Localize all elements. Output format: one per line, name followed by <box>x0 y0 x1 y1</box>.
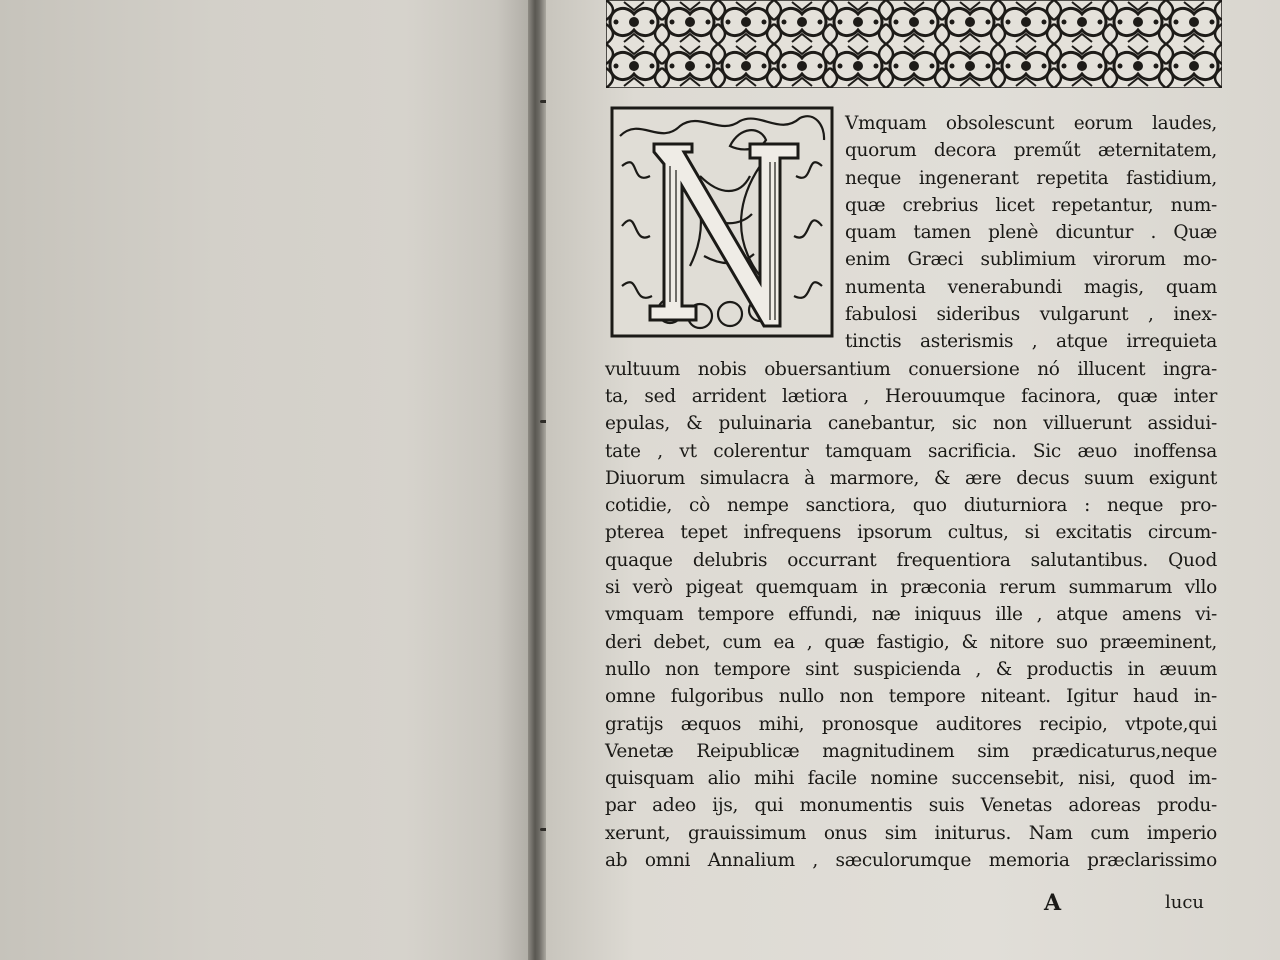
text-line: ta, sed arrident lætiora , Herouumque facinora, quæ inter <box>605 385 1217 407</box>
text-line: par adeo ijs, qui monumentis suis Venetas adoreas produ- <box>605 795 1217 817</box>
text-line: cotidie, cò nempe sanctiora, quo diuturniora : neque pro- <box>605 495 1217 517</box>
text-line: omne fulgoribus nullo non tempore niteant. Igitur haud in- <box>605 686 1217 708</box>
catchword: lucu <box>1164 892 1204 913</box>
text-line: epulas, & puluinaria canebantur, sic non villuerunt assidui- <box>605 413 1217 435</box>
text-line: quæ crebrius licet repetantur, num- <box>845 194 1217 216</box>
text-line: vmquam tempore effundi, næ iniquus ille , atque amens vi- <box>605 604 1217 626</box>
text-line: quisquam alio mihi facile nomine succensebit, nisi, quod im- <box>605 768 1217 790</box>
page-footer <box>1040 890 1210 920</box>
text-line: Vmquam obsolescunt eorum laudes, <box>845 113 1217 134</box>
floral-headpiece-icon <box>606 0 1222 88</box>
signature-mark: A <box>1044 890 1062 916</box>
text-line: gratijs æquos mihi, pronosque auditores recipio, vtpote,qui <box>605 713 1217 735</box>
text-line: vultuum nobis obuersantium conuersione nó illucent ingra- <box>605 358 1217 380</box>
text-line: xerunt, grauissimum onus sim initurus. Nam cum imperio <box>605 822 1217 844</box>
text-line: pterea tepet infrequens ipsorum cultus, si excitatis circum- <box>605 522 1217 544</box>
text-line: quam tamen plenè dicuntur . Quæ <box>845 222 1217 244</box>
text-line: nullo non tempore sint suspicienda , & productis in æuum <box>605 658 1217 680</box>
text-line: quaque delubris occurrant frequentiora salutantibus. Quod <box>605 549 1217 571</box>
text-line: Venetæ Reipublicæ magnitudinem sim prædicaturus,neque <box>605 740 1217 762</box>
text-line: numenta venerabundi magis, quam <box>845 276 1217 298</box>
page-body-text <box>605 110 1217 874</box>
text-line: tinctis asterismis , atque irrequieta <box>845 331 1217 353</box>
text-line: quorum decora preműt æternitatem, <box>845 140 1217 162</box>
text-line: si verò pigeat quemquam in præconia rerum summarum vllo <box>605 577 1217 599</box>
book-gutter <box>528 0 548 960</box>
text-line: tate , vt colerentur tamquam sacrificia. Sic æuo inoffensa <box>605 440 1217 462</box>
text-line: Diuorum simulacra à marmore, & ære decus suum exigunt <box>605 467 1217 489</box>
text-line: ab omni Annalium , sæculorumque memoria præclarissimo <box>605 850 1217 872</box>
text-line: neque ingenerant repetita fastidium, <box>845 167 1217 189</box>
left-page-blank <box>0 0 540 960</box>
text-line: enim Græci sublimium virorum mo- <box>845 249 1217 271</box>
text-line: deri debet, cum ea , quæ fastigio, & nitore suo præeminent, <box>605 631 1217 653</box>
text-line: fabulosi sideribus vulgarunt , inex- <box>845 304 1217 326</box>
